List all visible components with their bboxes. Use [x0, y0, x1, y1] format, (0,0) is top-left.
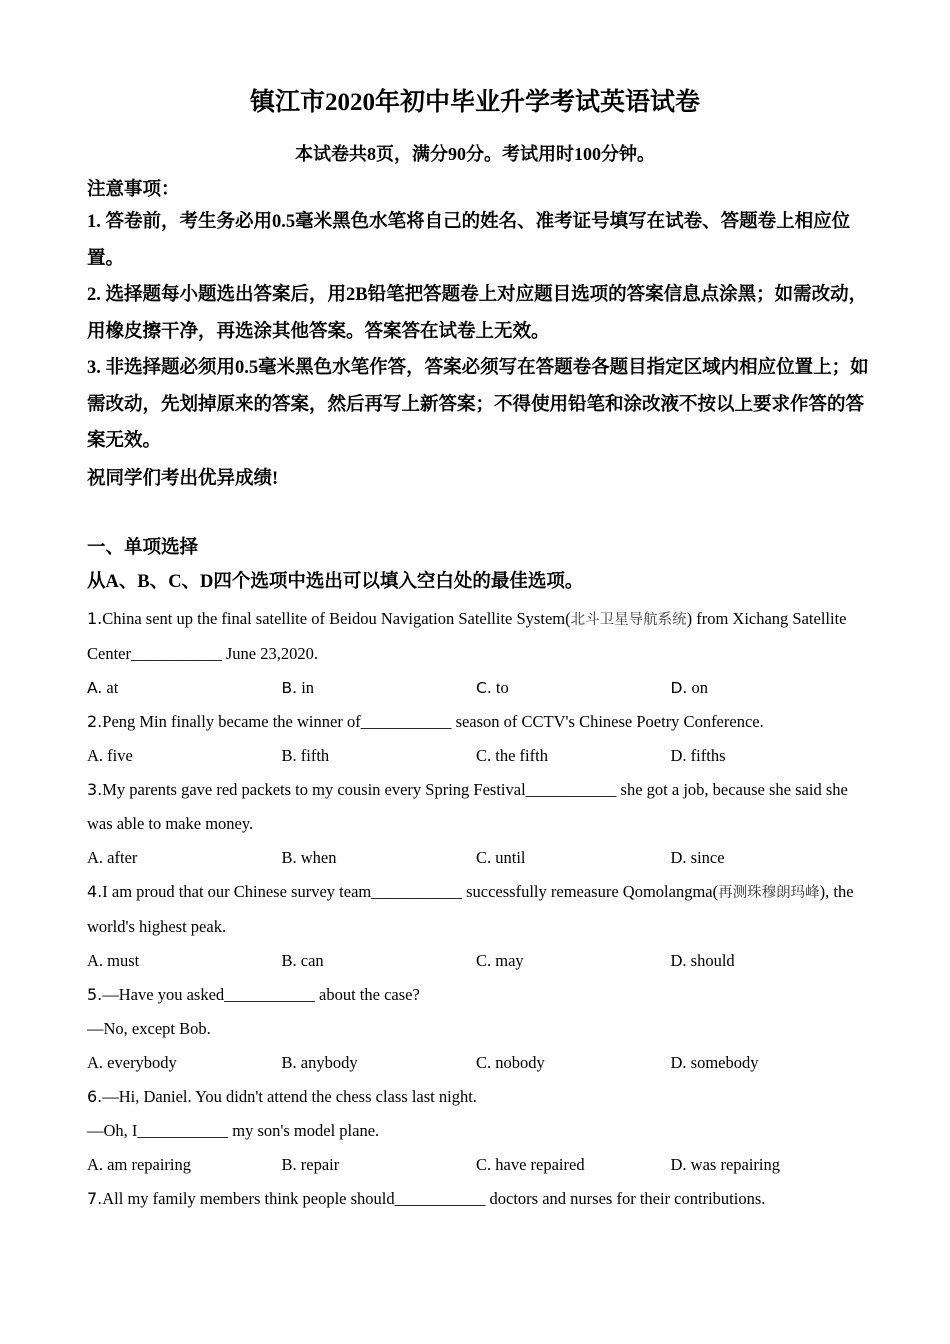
question — [87, 978, 877, 1080]
question-text: ), the world's highest peak. — [87, 882, 854, 936]
note-item: 3. 非选择题必须用0.5毫米黑色水笔作答，答案必须写在答题卷各题目指定区域内相应位置上；如需改动，先划掉原来的答案，然后再写上新答案；不得使用铅笔和涂改液不按以上要求作答的答案无效。 — [87, 358, 869, 451]
option-a[interactable]: A. after — [87, 848, 138, 867]
option-c[interactable]: C. nobody — [476, 1053, 545, 1072]
question — [87, 1182, 877, 1216]
option-b[interactable]: B. can — [281, 951, 324, 970]
option-d[interactable]: D. should — [670, 951, 735, 970]
question — [87, 602, 877, 705]
section-header — [87, 534, 877, 596]
question — [87, 773, 877, 875]
option-d[interactable]: D. since — [670, 848, 725, 867]
option-a[interactable]: A. am repairing — [87, 1155, 192, 1174]
question-stem — [87, 1182, 877, 1216]
dialog-line: —Oh, I___________ my son's model plane. — [87, 1121, 380, 1140]
question-stem — [87, 978, 877, 1012]
question-stem — [87, 875, 877, 944]
question-number: 1. — [87, 609, 103, 628]
question-text: —Have you asked___________ about the case? — [102, 985, 420, 1004]
option-b[interactable]: B. in — [281, 678, 315, 697]
question-stem — [87, 1080, 877, 1114]
notes-heading: 注意事项： — [87, 180, 180, 200]
question — [87, 1080, 877, 1182]
question-number: 5. — [87, 985, 103, 1004]
question-number: 4. — [87, 882, 103, 901]
question-text: Peng Min finally became the winner of___________ season of CCTV's Chinese Poetry Conference. — [102, 712, 764, 731]
question-text: All my family members think people should___________ doctors and nurses for their contributions. — [102, 1189, 766, 1208]
note-item: 2. 选择题每小题选出答案后，用2B铅笔把答题卷上对应题目选项的答案信息点涂黑；如需改动，用橡皮擦干净，再选涂其他答案。答案答在试卷上无效。 — [87, 285, 868, 342]
section-title: 一、单项选择 — [87, 538, 199, 558]
section-instruction: 从A、B、C、D四个选项中选出可以填入空白处的最佳选项。 — [87, 572, 584, 592]
page-subtitle: 本试卷共8页，满分90分。考试用时100分钟。 — [295, 144, 655, 164]
option-c[interactable]: C. until — [476, 848, 526, 867]
question-gloss: 再测珠穆朗玛峰 — [718, 885, 820, 901]
option-c[interactable]: C. may — [476, 951, 524, 970]
question-number: 7. — [87, 1189, 103, 1208]
question-stem — [87, 773, 877, 841]
question-stem — [87, 705, 877, 739]
question-text: China sent up the final satellite of Beidou Navigation Satellite System( — [102, 609, 571, 628]
notes-block — [87, 176, 877, 493]
question-number: 2. — [87, 712, 103, 731]
question-stem — [87, 602, 877, 671]
option-d[interactable]: D. somebody — [670, 1053, 759, 1072]
question-text: —Hi, Daniel. You didn't attend the chess class last night. — [102, 1087, 477, 1106]
option-b[interactable]: B. anybody — [281, 1053, 358, 1072]
page-title: 镇江市2020年初中毕业升学考试英语试卷 — [249, 89, 700, 116]
option-d[interactable]: D. was repairing — [670, 1155, 781, 1174]
question-text: My parents gave red packets to my cousin every Spring Festival___________ she got a job, because she said she was able to make money. — [87, 780, 848, 833]
question-text: ) from Xichang Satellite Center___________ June 23,2020. — [87, 609, 847, 663]
option-row — [87, 944, 877, 978]
option-row — [87, 1046, 877, 1080]
option-a[interactable]: A. at — [87, 678, 119, 697]
dialog-line: —No, except Bob. — [87, 1019, 211, 1038]
option-a[interactable]: A. everybody — [87, 1053, 177, 1072]
option-c[interactable]: C. the fifth — [476, 746, 548, 765]
question-text: I am proud that our Chinese survey team___________ successfully remeasure Qomolangma( — [102, 882, 719, 901]
option-row — [87, 671, 877, 705]
question-number: 6. — [87, 1087, 103, 1106]
note-item: 1. 答卷前，考生务必用0.5毫米黑色水笔将自己的姓名、准考证号填写在试卷、答题卷上相应位置。 — [87, 212, 851, 269]
option-a[interactable]: A. five — [87, 746, 133, 765]
option-c[interactable]: C. to — [476, 678, 509, 697]
question-gloss: 北斗卫星导航系统 — [570, 612, 687, 628]
question — [87, 875, 877, 978]
question-number: 3. — [87, 780, 103, 799]
question — [87, 705, 877, 773]
option-d[interactable]: D. fifths — [670, 746, 726, 765]
option-b[interactable]: B. when — [281, 848, 337, 867]
notes-closing: 祝同学们考出优异成绩! — [87, 468, 279, 489]
option-row — [87, 841, 877, 875]
option-a[interactable]: A. must — [87, 951, 140, 970]
option-row — [87, 739, 877, 773]
option-d[interactable]: D. on — [670, 678, 708, 697]
option-c[interactable]: C. have repaired — [476, 1155, 585, 1174]
option-b[interactable]: B. fifth — [281, 746, 330, 765]
question-list — [87, 602, 877, 1216]
option-b[interactable]: B. repair — [281, 1155, 340, 1174]
option-row — [87, 1148, 877, 1182]
